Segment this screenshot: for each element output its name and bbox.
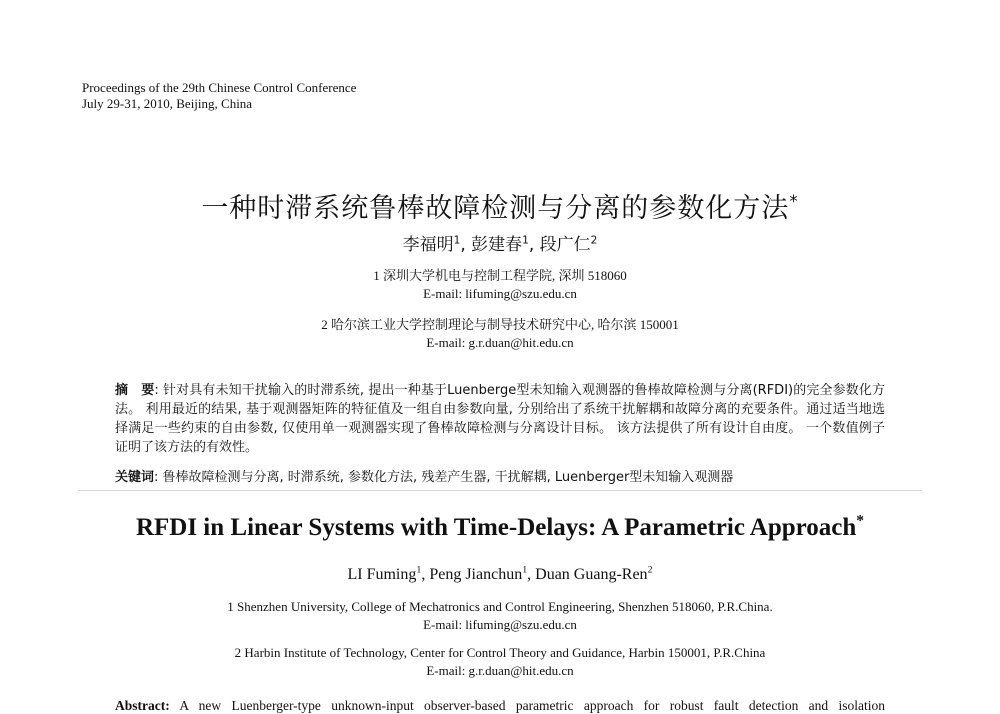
chinese-keywords-label: 关键词 [115, 470, 155, 485]
english-abstract [115, 698, 885, 714]
english-authors: LI Fuming$^1$, Peng Jianchun$^1$, Duan Guang-Ren$^2$ [347, 564, 653, 583]
english-affiliation-1 [0, 598, 1000, 634]
affiliation-line: 2 Harbin Institute of Technology, Center for Control Theory and Guidance, Harbin 150001, P.R.China [234, 645, 766, 660]
english-author: Duan Guang-Ren [535, 566, 648, 583]
chinese-abstract-label: 摘 要 [115, 383, 155, 398]
chinese-title [0, 186, 1000, 225]
affiliation-line: 2 哈尔滨工业大学控制理论与制导技术研究中心, 哈尔滨 150001 [321, 317, 679, 332]
chinese-affiliation-2 [0, 316, 1000, 352]
english-affiliation-2 [0, 644, 1000, 680]
chinese-keywords [115, 466, 885, 485]
chinese-keywords-text: : 鲁棒故障检测与分离, 时滞系统, 参数化方法, 残差产生器, 干扰解耦, Luenberger型未知输入观测器 [154, 470, 734, 485]
english-author: LI Fuming [347, 566, 417, 583]
chinese-abstract [115, 381, 885, 457]
chinese-affiliation-1 [0, 267, 1000, 303]
chinese-author: 李福明 [402, 235, 454, 255]
english-title-text: RFDI in Linear Systems with Time-Delays: A Parametric Approach [135, 514, 857, 541]
chinese-title-footnote-mark: * [789, 191, 799, 211]
english-author: Peng Jianchun [429, 566, 523, 583]
english-abstract-label: Abstract: [115, 698, 170, 713]
affiliation-line: 1 深圳大学机电与控制工程学院, 深圳 518060 [373, 268, 627, 283]
section-divider [78, 490, 922, 491]
author-affiliation-mark: 2 [590, 234, 598, 247]
english-abstract-text: A new Luenberger-type unknown-input observer-based parametric approach for robust fault detection and isolation [179, 698, 885, 713]
author-affiliation-mark: 1 [453, 234, 461, 247]
chinese-abstract-text: : 针对具有未知干扰输入的时滞系统, 提出一种基于Luenberge型未知输入观测器的鲁棒故障检测与分离(RFDI)的完全参数化方法。 利用最近的结果, 基于观测器矩阵的特征值及一组自由参数向量, 分别给出了系统干扰解耦和故障分离的充要条件。通过适当地选择满足一些约束的自由参数, 仅使用单一观测器实现了鲁棒故障检测与分离设计目标。 该方法提供了所有设计自由度。 一个数值例子证明了该方法的有效性。 [115, 383, 885, 455]
chinese-author: 彭建春 [471, 235, 523, 255]
chinese-authors: 李福明$^1$, 彭建春$^1$, 段广仁$^2$ [402, 234, 598, 255]
english-title-footnote-mark: * [856, 512, 865, 530]
author-affiliation-mark: 1 [522, 234, 529, 247]
affiliation-email: E-mail: lifuming@szu.edu.cn [423, 617, 577, 632]
proceedings-header [82, 80, 356, 112]
english-title [0, 514, 1000, 542]
affiliation-email: E-mail: g.r.duan@hit.edu.cn [426, 663, 574, 678]
author-affiliation-mark: 1 [522, 564, 528, 576]
affiliation-email: E-mail: lifuming@szu.edu.cn [423, 286, 577, 301]
proceedings-name: Proceedings of the 29th Chinese Control Conference [82, 80, 357, 95]
affiliation-email: E-mail: g.r.duan@hit.edu.cn [426, 335, 574, 350]
author-affiliation-mark: 1 [416, 564, 422, 576]
author-affiliation-mark: 2 [647, 564, 653, 576]
chinese-title-text: 一种时滞系统鲁棒故障检测与分离的参数化方法 [201, 193, 790, 224]
chinese-author: 段广仁 [539, 235, 591, 255]
affiliation-line: 1 Shenzhen University, College of Mechatronics and Control Engineering, Shenzhen 518060, P.R.China. [227, 599, 773, 614]
proceedings-date: July 29-31, 2010, Beijing, China [82, 96, 253, 111]
